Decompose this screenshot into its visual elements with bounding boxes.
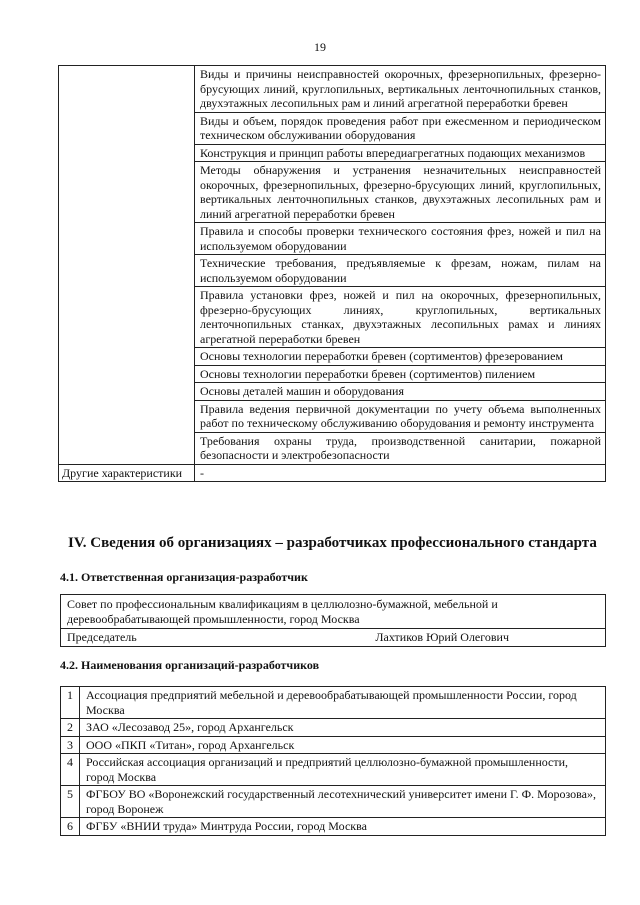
table-row xyxy=(61,687,606,719)
signature-line xyxy=(67,630,599,645)
other-characteristics-value: - xyxy=(195,464,606,482)
developers-table xyxy=(60,686,606,836)
knowledge-item: Правила ведения первичной документации по учету объема выполненных работ по техническому обслуживанию оборудования и ремонту инструмента xyxy=(195,400,606,432)
table-row xyxy=(61,736,606,754)
table-row xyxy=(61,818,606,836)
org-name: Ассоциация предприятий мебельной и деревообрабатывающей промышленности России, город Москва xyxy=(80,687,606,719)
responsible-org-table xyxy=(60,594,606,647)
knowledge-item: Правила и способы проверки технического состояния фрез, ножей и пил на используемом оборудовании xyxy=(195,223,606,255)
page-number: 19 xyxy=(314,40,326,54)
knowledge-item: Виды и причины неисправностей окорочных, фрезернопильных, фрезерно-брусующих линий, круглопильных, вертикальных ленточнопильных станков, двухэтажных лесопильных рам и линий агрегатной переработки бревен xyxy=(195,66,606,113)
knowledge-item: Конструкция и принцип работы впередиагрегатных подающих механизмов xyxy=(195,144,606,162)
row-number: 1 xyxy=(61,687,80,719)
row-number: 4 xyxy=(61,754,80,786)
row-number: 5 xyxy=(61,786,80,818)
subsection-title: 4.2. Наименования организаций-разработчиков xyxy=(60,658,320,672)
row-number: 2 xyxy=(61,719,80,737)
table-row xyxy=(61,754,606,786)
table-row xyxy=(61,719,606,737)
knowledge-item: Требования охраны труда, производственной санитарии, пожарной безопасности и электробезопасности xyxy=(195,432,606,464)
knowledge-item: Технические требования, предъявляемые к фрезам, ножам, пилам на используемом оборудовании xyxy=(195,255,606,287)
knowledge-item: Методы обнаружения и устранения незначительных неисправностей окорочных, фрезернопильных, фрезерно-брусующих линий, круглопильных, вертикальных ленточнопильных станков, двухэтажных лесопильных рам и линий агрегатной переработки бревен xyxy=(195,162,606,223)
table-row xyxy=(59,464,606,482)
row-number: 3 xyxy=(61,736,80,754)
table-row xyxy=(61,595,606,629)
org-name: ФГБОУ ВО «Воронежский государственный лесотехнический университет имени Г. Ф. Морозова», город Воронеж xyxy=(80,786,606,818)
org-name: ООО «ПКП «Титан», город Архангельск xyxy=(80,736,606,754)
knowledge-table xyxy=(58,65,606,482)
org-name: ФГБУ «ВНИИ труда» Минтруда России, город Москва xyxy=(80,818,606,836)
knowledge-item: Основы технологии переработки бревен (сортиментов) пилением xyxy=(195,365,606,383)
org-name: Российская ассоциация организаций и предприятий целлюлозно-бумажной промышленности, город Москва xyxy=(80,754,606,786)
subsection-title: 4.1. Ответственная организация-разработчик xyxy=(60,570,308,584)
knowledge-item: Основы технологии переработки бревен (сортиментов) фрезерованием xyxy=(195,348,606,366)
knowledge-item: Основы деталей машин и оборудования xyxy=(195,383,606,401)
row-number: 6 xyxy=(61,818,80,836)
knowledge-item: Правила установки фрез, ножей и пил на окорочных, фрезернопильных, фрезерно-брусующих линиях, круглопильных, вертикальных ленточнопильных станках, двухэтажных лесопильных рамах и линиях агрегатной переработки бревен xyxy=(195,287,606,348)
knowledge-label-cell xyxy=(59,66,195,465)
position-label: Председатель xyxy=(67,630,137,644)
org-name: ЗАО «Лесозавод 25», город Архангельск xyxy=(80,719,606,737)
other-characteristics-label: Другие характеристики xyxy=(59,464,195,482)
table-row xyxy=(61,786,606,818)
org-name: Совет по профессиональным квалификациям в целлюлозно-бумажной, мебельной и деревообрабатывающей промышленности, город Москва xyxy=(61,595,606,629)
table-row xyxy=(61,629,606,647)
knowledge-item: Виды и объем, порядок проведения работ при ежесменном и периодическом техническом обслуживании оборудования xyxy=(195,112,606,144)
table-row xyxy=(59,66,606,113)
person-name: Лахтиков Юрий Олегович xyxy=(375,630,509,644)
section-title: IV. Сведения об организациях – разработчиках профессионального стандарта xyxy=(68,535,597,551)
